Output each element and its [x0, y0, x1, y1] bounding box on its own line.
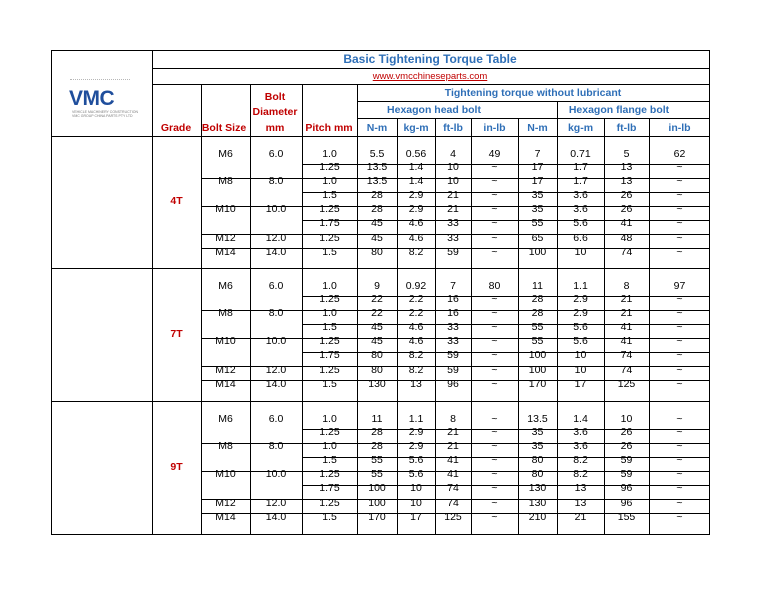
- torque-value-cell: ~: [491, 321, 498, 333]
- pitch-cell: 1.5: [322, 321, 337, 333]
- torque-value-cell: 28: [371, 440, 383, 452]
- torque-value-cell: 74: [620, 364, 633, 376]
- torque-value-cell: 80: [531, 454, 544, 466]
- torque-value-cell: 9: [374, 280, 380, 292]
- torque-value-cell: ~: [491, 246, 498, 258]
- bolt-diameter-header: Bolt: [264, 91, 286, 103]
- hex-head-header: Hexagon head bolt: [387, 104, 481, 116]
- torque-value-cell: 0.56: [405, 148, 427, 160]
- row-divider: [302, 220, 710, 221]
- torque-value-cell: ~: [676, 175, 683, 187]
- row-divider: [302, 485, 710, 486]
- bolt-size-cell: M10: [215, 203, 236, 215]
- torque-value-cell: 130: [368, 378, 386, 390]
- column-line: [471, 118, 472, 535]
- torque-value-cell: 16: [447, 307, 459, 319]
- column-line: [397, 118, 398, 535]
- torque-group-divider: [357, 101, 710, 102]
- torque-value-cell: ~: [491, 203, 498, 215]
- bolt-diameter-header: mm: [265, 122, 285, 134]
- torque-value-cell: ~: [491, 511, 498, 523]
- torque-value-cell: 33: [447, 217, 459, 229]
- torque-value-cell: 13: [620, 175, 633, 187]
- torque-value-cell: 97: [673, 280, 686, 292]
- torque-value-cell: 80: [531, 468, 544, 480]
- bolt-size-cell: M10: [215, 468, 236, 480]
- pitch-cell: 1.0: [322, 280, 337, 292]
- torque-value-cell: 10: [574, 364, 587, 376]
- torque-value-cell: 10: [410, 482, 422, 494]
- torque-value-cell: 80: [488, 280, 501, 292]
- pitch-cell: 1.0: [322, 413, 337, 425]
- bolt-diameter-cell: 10.0: [265, 468, 287, 480]
- torque-value-cell: 210: [528, 511, 547, 523]
- pitch-cell: 1.75: [319, 217, 340, 229]
- logo-column-line: [152, 50, 153, 535]
- torque-value-cell: 10: [410, 497, 422, 509]
- group-divider: [51, 268, 710, 269]
- torque-value-cell: ~: [676, 293, 683, 305]
- bolt-diameter-cell: 12.0: [265, 232, 287, 244]
- grade-label: 9T: [170, 461, 183, 473]
- group-divider: [51, 401, 710, 402]
- torque-value-cell: 2.9: [573, 307, 588, 319]
- torque-value-cell: 8.2: [573, 468, 588, 480]
- torque-value-cell: 3.6: [573, 189, 588, 201]
- bolt-diameter-cell: 8.0: [268, 175, 284, 187]
- torque-value-cell: ~: [491, 161, 498, 173]
- torque-value-cell: ~: [676, 482, 683, 494]
- torque-value-cell: ~: [676, 335, 683, 347]
- torque-value-cell: 33: [447, 335, 459, 347]
- bolt-diameter-cell: 14.0: [265, 378, 287, 390]
- torque-value-cell: 22: [371, 293, 383, 305]
- torque-value-cell: 5.6: [408, 468, 424, 480]
- torque-value-cell: 170: [528, 378, 547, 390]
- bolt-size-cell: M6: [218, 280, 233, 292]
- torque-value-cell: ~: [676, 189, 683, 201]
- torque-value-cell: ~: [676, 440, 683, 452]
- torque-value-cell: 2.9: [408, 203, 424, 215]
- torque-value-cell: 96: [620, 497, 633, 509]
- pitch-cell: 1.5: [322, 378, 337, 390]
- torque-value-cell: ~: [491, 413, 498, 425]
- torque-value-cell: 28: [371, 189, 383, 201]
- torque-value-cell: 8.2: [573, 454, 588, 466]
- torque-value-cell: 100: [528, 246, 547, 258]
- bolt-diameter-cell: 10.0: [265, 203, 287, 215]
- torque-value-cell: 74: [447, 482, 459, 494]
- unit-header: ft-lb: [443, 122, 463, 134]
- torque-value-cell: ~: [491, 293, 498, 305]
- torque-value-cell: 21: [447, 203, 459, 215]
- torque-value-cell: 2.9: [408, 189, 424, 201]
- unit-header: kg-m: [567, 122, 594, 134]
- torque-value-cell: ~: [676, 497, 683, 509]
- torque-value-cell: ~: [491, 335, 498, 347]
- torque-value-cell: ~: [491, 349, 498, 361]
- torque-value-cell: 55: [531, 321, 544, 333]
- torque-value-cell: 8: [623, 280, 630, 292]
- torque-value-cell: 17: [531, 161, 544, 173]
- torque-value-cell: 100: [528, 364, 547, 376]
- torque-value-cell: 28: [371, 203, 383, 215]
- torque-value-cell: 100: [368, 482, 386, 494]
- torque-value-cell: 0.71: [570, 148, 591, 160]
- torque-value-cell: 5: [623, 148, 630, 160]
- torque-value-cell: 2.9: [573, 293, 588, 305]
- bolt-diameter-cell: 6.0: [268, 280, 284, 292]
- column-line: [518, 118, 519, 535]
- unit-header: in-lb: [483, 122, 506, 134]
- torque-value-cell: ~: [676, 232, 683, 244]
- unit-header: in-lb: [668, 122, 691, 134]
- torque-value-cell: 41: [447, 454, 459, 466]
- pitch-cell: 1.25: [319, 293, 340, 305]
- torque-value-cell: 33: [447, 232, 459, 244]
- torque-value-cell: 13: [410, 378, 422, 390]
- torque-value-cell: 35: [531, 189, 544, 201]
- hex-split-line: [557, 101, 558, 535]
- grade-header: Grade: [160, 122, 192, 134]
- torque-value-cell: ~: [491, 497, 498, 509]
- torque-value-cell: 28: [531, 293, 544, 305]
- torque-value-cell: 155: [617, 511, 636, 523]
- bolt-size-cell: M12: [215, 497, 236, 509]
- torque-value-cell: 1.4: [408, 161, 424, 173]
- pitch-cell: 1.0: [322, 148, 337, 160]
- pitch-cell: 1.5: [322, 246, 337, 258]
- torque-value-cell: 1.1: [408, 413, 424, 425]
- torque-value-cell: 1.4: [408, 175, 424, 187]
- row-divider: [302, 164, 710, 165]
- torque-value-cell: 0.92: [405, 280, 427, 292]
- torque-value-cell: 96: [447, 378, 459, 390]
- torque-value-cell: 1.1: [573, 280, 588, 292]
- pitch-cell: 1.25: [319, 335, 340, 347]
- bolt-diameter-cell: 12.0: [265, 497, 287, 509]
- torque-value-cell: 55: [531, 335, 544, 347]
- torque-value-cell: ~: [676, 349, 683, 361]
- bolt-size-cell: M6: [218, 148, 233, 160]
- grade-label: 7T: [170, 327, 183, 340]
- pitch-cell: 1.25: [319, 161, 340, 173]
- pitch-cell: 1.25: [319, 468, 340, 480]
- torque-value-cell: 13: [574, 482, 587, 494]
- pitch-cell: 1.5: [322, 511, 337, 523]
- torque-value-cell: 59: [447, 246, 459, 258]
- torque-value-cell: 55: [531, 217, 544, 229]
- torque-value-cell: ~: [676, 413, 683, 425]
- torque-value-cell: 1.4: [573, 413, 588, 425]
- torque-value-cell: 10: [447, 175, 459, 187]
- torque-value-cell: 100: [368, 497, 386, 509]
- torque-value-cell: ~: [491, 189, 498, 201]
- torque-value-cell: 80: [371, 246, 383, 258]
- row-divider: [302, 192, 710, 193]
- torque-value-cell: ~: [491, 364, 498, 376]
- torque-value-cell: ~: [676, 426, 683, 438]
- torque-value-cell: ~: [491, 440, 498, 452]
- torque-value-cell: 1.7: [573, 175, 588, 187]
- torque-value-cell: 59: [447, 364, 459, 376]
- torque-value-cell: ~: [491, 232, 498, 244]
- unit-header: N-m: [527, 122, 548, 134]
- row-divider: [302, 324, 710, 325]
- torque-value-cell: 130: [528, 497, 547, 509]
- unit-header: N-m: [366, 122, 388, 134]
- torque-value-cell: 80: [371, 349, 383, 361]
- torque-value-cell: 45: [371, 321, 383, 333]
- torque-value-cell: 55: [371, 468, 383, 480]
- torque-value-cell: 74: [620, 246, 633, 258]
- bolt-size-cell: M12: [215, 232, 236, 244]
- bolt-diameter-cell: 14.0: [265, 246, 287, 258]
- row-divider: [302, 352, 710, 353]
- hex-header-divider: [357, 118, 710, 119]
- torque-value-cell: 10: [574, 349, 587, 361]
- torque-value-cell: 17: [410, 511, 422, 523]
- torque-value-cell: 33: [447, 321, 459, 333]
- torque-value-cell: 8: [450, 413, 456, 425]
- bolt-diameter-cell: 14.0: [265, 511, 287, 523]
- row-divider: [302, 457, 710, 458]
- torque-value-cell: 100: [528, 349, 547, 361]
- pitch-cell: 1.25: [319, 364, 340, 376]
- logo-dots: [70, 79, 130, 82]
- pitch-cell: 1.25: [319, 203, 340, 215]
- torque-value-cell: ~: [676, 378, 683, 390]
- torque-value-cell: 21: [620, 293, 633, 305]
- torque-value-cell: 35: [531, 426, 544, 438]
- torque-value-cell: 21: [447, 440, 459, 452]
- torque-value-cell: 170: [368, 511, 386, 523]
- grade-label: 4T: [170, 195, 183, 207]
- torque-value-cell: 3.6: [573, 203, 588, 215]
- torque-value-cell: 5.5: [369, 148, 385, 160]
- torque-value-cell: ~: [676, 511, 683, 523]
- torque-value-cell: 21: [620, 307, 633, 319]
- unit-header: kg-m: [403, 122, 429, 134]
- unit-header: ft-lb: [616, 122, 637, 134]
- table-title: Basic Tightening Torque Table: [343, 52, 517, 66]
- torque-value-cell: 13.5: [366, 175, 388, 187]
- torque-value-cell: 11: [532, 280, 543, 292]
- bolt-size-cell: M14: [215, 511, 236, 523]
- torque-value-cell: ~: [676, 161, 683, 173]
- torque-value-cell: 26: [620, 426, 633, 438]
- torque-value-cell: 7: [450, 280, 456, 292]
- column-line: [604, 118, 605, 535]
- bolt-size-header: Bolt Size: [201, 122, 247, 134]
- torque-value-cell: 48: [620, 232, 633, 244]
- torque-value-cell: 41: [620, 335, 633, 347]
- pitch-cell: 1.5: [322, 454, 337, 466]
- torque-value-cell: 21: [447, 189, 459, 201]
- torque-value-cell: 59: [620, 468, 633, 480]
- torque-value-cell: 5.6: [573, 335, 588, 347]
- torque-value-cell: ~: [676, 364, 683, 376]
- torque-value-cell: 80: [371, 364, 383, 376]
- torque-value-cell: 21: [574, 511, 587, 523]
- pitch-cell: 1.25: [319, 232, 340, 244]
- torque-value-cell: ~: [676, 307, 683, 319]
- torque-value-cell: 8.2: [408, 246, 424, 258]
- torque-value-cell: 3.6: [573, 440, 588, 452]
- torque-value-cell: 4.6: [408, 217, 424, 229]
- torque-value-cell: ~: [676, 321, 683, 333]
- bolt-diameter-cell: 12.0: [265, 364, 287, 376]
- torque-value-cell: 10: [447, 161, 459, 173]
- torque-value-cell: ~: [491, 307, 498, 319]
- bolt-size-cell: M10: [215, 335, 236, 347]
- bolt-size-cell: M6: [218, 413, 233, 425]
- torque-value-cell: 41: [620, 321, 633, 333]
- torque-value-cell: ~: [676, 454, 683, 466]
- torque-value-cell: 4: [450, 148, 456, 160]
- torque-value-cell: ~: [676, 217, 683, 229]
- torque-value-cell: 35: [531, 440, 544, 452]
- torque-value-cell: 10: [574, 246, 587, 258]
- torque-value-cell: 35: [531, 203, 544, 215]
- torque-value-cell: ~: [491, 426, 498, 438]
- pitch-cell: 1.0: [322, 175, 337, 187]
- bolt-diameter-cell: 6.0: [268, 148, 284, 160]
- torque-value-cell: 3.6: [573, 426, 588, 438]
- row-divider: [302, 296, 710, 297]
- torque-value-cell: 2.9: [408, 426, 424, 438]
- header-bottom-line: [51, 136, 710, 137]
- torque-value-cell: 4.6: [408, 232, 424, 244]
- pitch-cell: 1.25: [319, 497, 340, 509]
- row-divider: [302, 429, 710, 430]
- torque-value-cell: ~: [676, 468, 683, 480]
- torque-value-cell: 28: [531, 307, 544, 319]
- torque-value-cell: 5.6: [573, 321, 588, 333]
- torque-value-cell: 55: [371, 454, 383, 466]
- torque-value-cell: 45: [371, 335, 383, 347]
- bolt-size-cell: M12: [215, 364, 236, 376]
- torque-value-cell: ~: [491, 482, 498, 494]
- bolt-size-cell: M8: [218, 175, 233, 187]
- torque-value-cell: ~: [491, 468, 498, 480]
- torque-value-cell: 8.2: [408, 364, 424, 376]
- torque-value-cell: 26: [620, 203, 633, 215]
- torque-value-cell: 45: [371, 217, 383, 229]
- torque-value-cell: ~: [676, 203, 683, 215]
- torque-value-cell: 74: [447, 497, 459, 509]
- torque-group-header: Tightening torque without lubricant: [444, 87, 622, 99]
- bolt-diameter-cell: 6.0: [268, 413, 284, 425]
- torque-value-cell: 6.6: [573, 232, 588, 244]
- torque-value-cell: 7: [534, 148, 541, 160]
- pitch-cell: 1.5: [322, 189, 337, 201]
- torque-value-cell: 4.6: [408, 335, 424, 347]
- hex-flange-header: Hexagon flange bolt: [568, 104, 670, 116]
- column-line: [435, 118, 436, 535]
- bolt-size-cell: M14: [215, 246, 236, 258]
- website-link[interactable]: www.vmcchineseparts.com: [372, 71, 488, 82]
- torque-value-cell: 10: [620, 413, 633, 425]
- torque-value-cell: 28: [371, 426, 383, 438]
- torque-value-cell: ~: [491, 217, 498, 229]
- torque-value-cell: ~: [491, 454, 498, 466]
- torque-value-cell: 22: [371, 307, 383, 319]
- torque-value-cell: 11: [371, 413, 383, 425]
- bolt-size-cell: M8: [218, 307, 233, 319]
- torque-value-cell: 21: [447, 426, 459, 438]
- logo-tagline: VMC GROUP CHINA PARTS PTY LTD: [72, 114, 133, 118]
- pitch-cell: 1.75: [319, 349, 340, 361]
- torque-value-cell: 17: [574, 378, 587, 390]
- torque-value-cell: 26: [620, 189, 633, 201]
- torque-value-cell: 4.6: [408, 321, 424, 333]
- bolt-diameter-cell: 8.0: [268, 307, 284, 319]
- logo-tagline: VEHICLE MACHINERY CONSTRUCTION: [72, 110, 138, 114]
- title-divider: [152, 68, 710, 69]
- torque-value-cell: 49: [488, 148, 501, 160]
- torque-value-cell: ~: [491, 378, 498, 390]
- torque-value-cell: 13: [574, 497, 587, 509]
- bolt-diameter-cell: 8.0: [268, 440, 284, 452]
- torque-value-cell: 41: [620, 217, 633, 229]
- torque-value-cell: 65: [531, 232, 544, 244]
- torque-value-cell: 8.2: [408, 349, 424, 361]
- pitch-cell: 1.25: [319, 426, 340, 438]
- torque-value-cell: 2.2: [408, 293, 424, 305]
- url-divider: [152, 84, 710, 85]
- vmc-logo: VMC: [69, 87, 115, 110]
- column-line: [649, 118, 650, 535]
- torque-value-cell: ~: [491, 175, 498, 187]
- torque-value-cell: 13.5: [366, 161, 388, 173]
- bolt-size-cell: M14: [215, 378, 236, 390]
- pitch-cell: 1.75: [319, 482, 340, 494]
- torque-value-cell: 2.2: [408, 307, 424, 319]
- bolt-diameter-cell: 10.0: [265, 335, 287, 347]
- torque-value-cell: 5.6: [573, 217, 588, 229]
- pitch-header: Pitch mm: [305, 122, 353, 134]
- torque-value-cell: 17: [531, 175, 544, 187]
- torque-value-cell: ~: [676, 246, 683, 258]
- torque-value-cell: 125: [444, 511, 462, 523]
- torque-value-cell: 26: [620, 440, 633, 452]
- torque-value-cell: 96: [620, 482, 633, 494]
- torque-value-cell: 59: [620, 454, 633, 466]
- bolt-size-cell: M8: [218, 440, 233, 452]
- torque-value-cell: 1.7: [573, 161, 588, 173]
- torque-value-cell: 62: [673, 148, 686, 160]
- torque-value-cell: 2.9: [408, 440, 424, 452]
- torque-value-cell: 16: [447, 293, 459, 305]
- torque-value-cell: 13: [620, 161, 633, 173]
- torque-value-cell: 13.5: [527, 413, 548, 425]
- torque-value-cell: 74: [620, 349, 633, 361]
- torque-value-cell: 59: [447, 349, 459, 361]
- torque-value-cell: 5.6: [408, 454, 424, 466]
- pitch-cell: 1.0: [322, 307, 337, 319]
- torque-value-cell: 45: [371, 232, 383, 244]
- torque-value-cell: 130: [528, 482, 547, 494]
- torque-value-cell: 41: [447, 468, 459, 480]
- pitch-cell: 1.0: [322, 440, 337, 452]
- bolt-diameter-header: Diameter: [252, 106, 298, 118]
- torque-value-cell: 125: [617, 378, 636, 390]
